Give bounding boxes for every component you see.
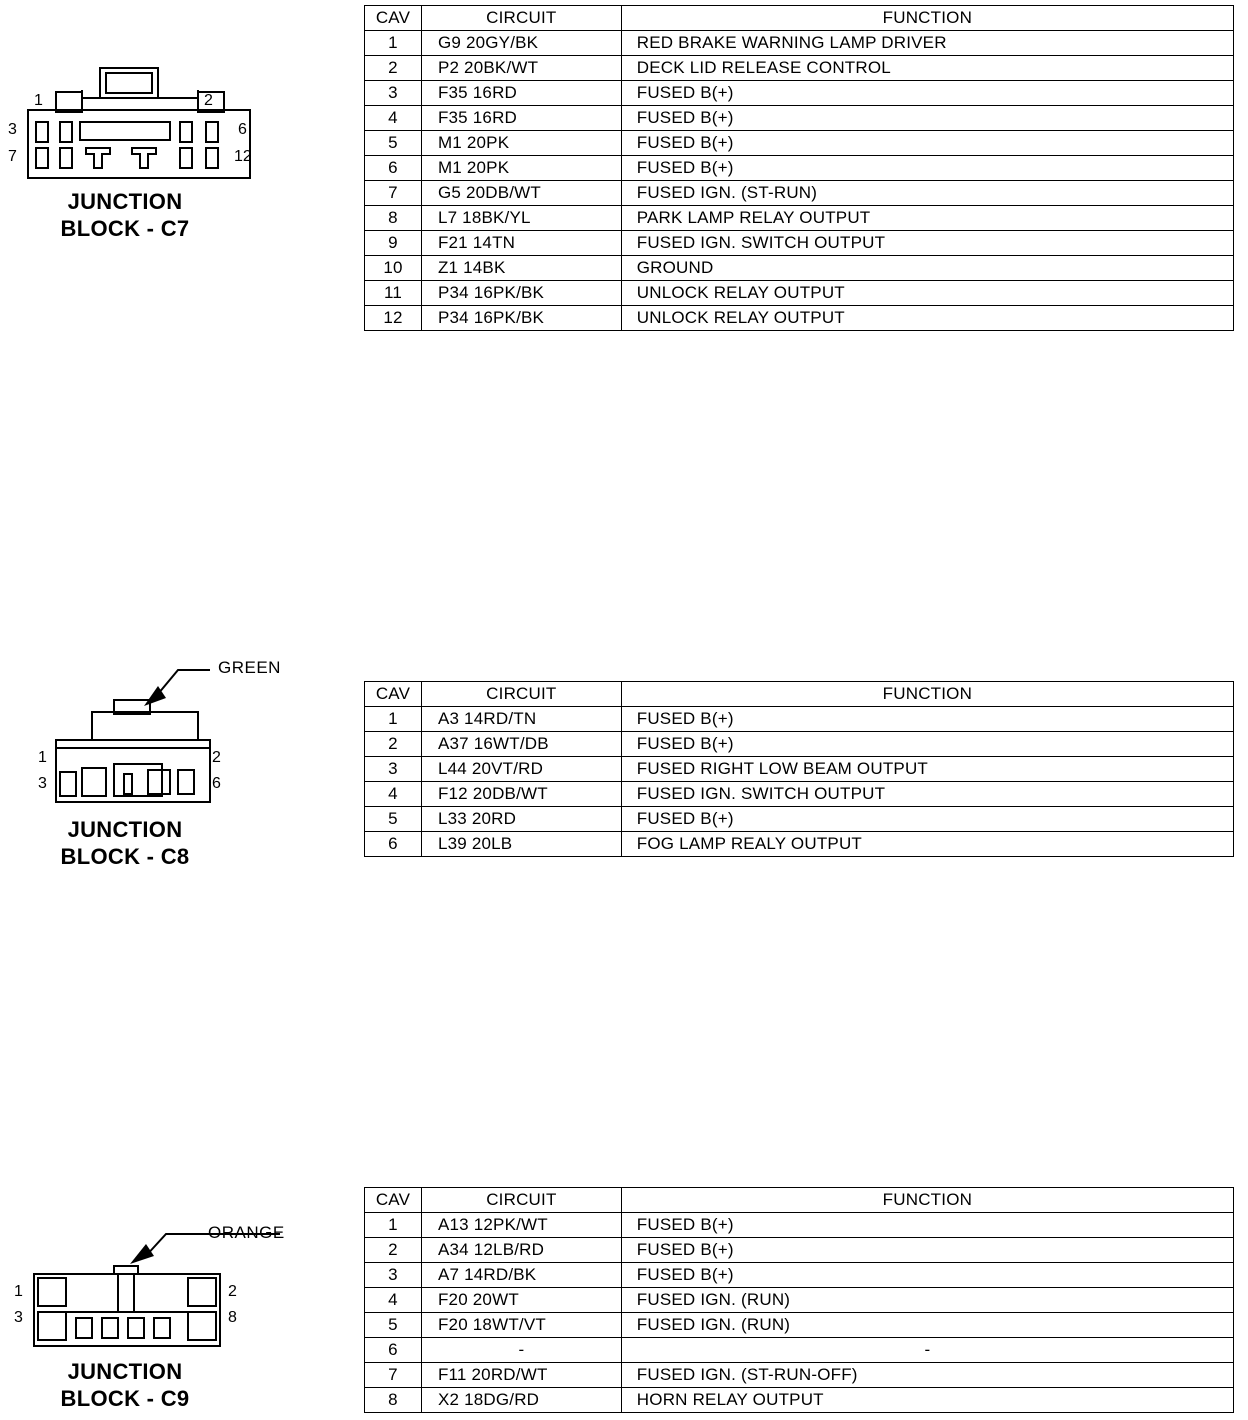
table-row — [365, 256, 1234, 281]
function-cell: - — [621, 1338, 1233, 1363]
table-row — [365, 56, 1234, 81]
connector-c8-caption — [30, 816, 220, 870]
function-cell: FUSED B(+) — [621, 106, 1233, 131]
cav-cell: 1 — [365, 707, 422, 732]
circuit-cell: L44 20VT/RD — [421, 757, 621, 782]
table-row — [365, 707, 1234, 732]
circuit-cell: G5 20DB/WT — [421, 181, 621, 206]
circuit-cell: L33 20RD — [421, 807, 621, 832]
pin-label: 2 — [228, 1283, 237, 1300]
circuit-cell: A3 14RD/TN — [421, 707, 621, 732]
circuit-cell: M1 20PK — [421, 156, 621, 181]
function-cell: HORN RELAY OUTPUT — [621, 1388, 1233, 1413]
connector-c8-svg — [50, 660, 220, 808]
pin-label: 1 — [38, 749, 47, 766]
pinout-table-c7 — [364, 5, 1234, 331]
pin-label: 3 — [8, 121, 17, 138]
cav-cell: 8 — [365, 1388, 422, 1413]
function-cell: FUSED B(+) — [621, 1263, 1233, 1288]
caption-line: JUNCTION — [67, 189, 183, 214]
function-cell: PARK LAMP RELAY OUTPUT — [621, 206, 1233, 231]
function-cell: FUSED IGN. SWITCH OUTPUT — [621, 782, 1233, 807]
table-row — [365, 807, 1234, 832]
pin-label: 7 — [8, 148, 17, 165]
circuit-cell: Z1 14BK — [421, 256, 621, 281]
table-row — [365, 206, 1234, 231]
table-header-row — [365, 682, 1234, 707]
function-cell: GROUND — [621, 256, 1233, 281]
table-row — [365, 81, 1234, 106]
circuit-cell: F35 16RD — [421, 106, 621, 131]
pin-label: 8 — [228, 1309, 237, 1326]
circuit-cell: G9 20GY/BK — [421, 31, 621, 56]
cav-cell: 1 — [365, 1213, 422, 1238]
circuit-cell: F21 14TN — [421, 231, 621, 256]
cav-cell: 4 — [365, 782, 422, 807]
circuit-cell: A37 16WT/DB — [421, 732, 621, 757]
connector-c7-diagram — [20, 60, 260, 180]
function-cell: FUSED IGN. (ST-RUN-OFF) — [621, 1363, 1233, 1388]
function-cell: FUSED B(+) — [621, 1238, 1233, 1263]
cav-cell: 11 — [365, 281, 422, 306]
cav-cell: 3 — [365, 757, 422, 782]
function-cell: RED BRAKE WARNING LAMP DRIVER — [621, 31, 1233, 56]
cav-cell: 5 — [365, 807, 422, 832]
cav-cell: 10 — [365, 256, 422, 281]
caption-line: BLOCK - C7 — [60, 216, 190, 241]
cav-cell: 7 — [365, 1363, 422, 1388]
cav-cell: 5 — [365, 1313, 422, 1338]
col-header-circuit: CIRCUIT — [421, 1188, 621, 1213]
connector-c7-caption — [30, 188, 220, 242]
cav-cell: 2 — [365, 56, 422, 81]
connector-color-label: ORANGE — [208, 1223, 285, 1242]
pin-label: 3 — [38, 775, 47, 792]
function-cell: FOG LAMP REALY OUTPUT — [621, 832, 1233, 857]
connector-color-label: GREEN — [218, 658, 281, 677]
pin-label: 1 — [14, 1283, 23, 1300]
col-header-cav: CAV — [365, 6, 422, 31]
table-row — [365, 1388, 1234, 1413]
cav-cell: 1 — [365, 31, 422, 56]
pinout-table-c9 — [364, 1187, 1234, 1413]
table-row — [365, 1238, 1234, 1263]
function-cell: FUSED B(+) — [621, 156, 1233, 181]
function-cell: FUSED B(+) — [621, 81, 1233, 106]
table-row — [365, 1338, 1234, 1363]
function-cell: FUSED IGN. (RUN) — [621, 1313, 1233, 1338]
connector-c9-caption — [30, 1358, 220, 1412]
col-header-function: FUNCTION — [621, 682, 1233, 707]
table-row — [365, 181, 1234, 206]
pin-label: 12 — [234, 148, 252, 165]
circuit-cell: L39 20LB — [421, 832, 621, 857]
cav-cell: 6 — [365, 1338, 422, 1363]
table-row — [365, 1263, 1234, 1288]
pin-label: 6 — [238, 121, 247, 138]
cav-cell: 3 — [365, 81, 422, 106]
table-row — [365, 757, 1234, 782]
cav-cell: 6 — [365, 832, 422, 857]
cav-cell: 5 — [365, 131, 422, 156]
function-cell: FUSED IGN. (RUN) — [621, 1288, 1233, 1313]
circuit-cell: X2 18DG/RD — [421, 1388, 621, 1413]
table-row — [365, 1363, 1234, 1388]
table-row — [365, 1313, 1234, 1338]
caption-line: BLOCK - C9 — [60, 1386, 190, 1411]
pin-label: 6 — [212, 775, 221, 792]
function-cell: FUSED B(+) — [621, 1213, 1233, 1238]
col-header-function: FUNCTION — [621, 6, 1233, 31]
circuit-cell: M1 20PK — [421, 131, 621, 156]
circuit-cell: L7 18BK/YL — [421, 206, 621, 231]
col-header-function: FUNCTION — [621, 1188, 1233, 1213]
cav-cell: 12 — [365, 306, 422, 331]
pin-label: 2 — [204, 92, 213, 109]
col-header-circuit: CIRCUIT — [421, 6, 621, 31]
cav-cell: 4 — [365, 1288, 422, 1313]
table-row — [365, 156, 1234, 181]
table-row — [365, 31, 1234, 56]
table-row — [365, 732, 1234, 757]
table-row — [365, 832, 1234, 857]
pin-label: 1 — [34, 92, 43, 109]
function-cell: DECK LID RELEASE CONTROL — [621, 56, 1233, 81]
circuit-cell: F20 18WT/VT — [421, 1313, 621, 1338]
cav-cell: 4 — [365, 106, 422, 131]
table-row — [365, 106, 1234, 131]
table-row — [365, 231, 1234, 256]
circuit-cell: - — [421, 1338, 621, 1363]
circuit-cell: A7 14RD/BK — [421, 1263, 621, 1288]
pinout-table-c8 — [364, 681, 1234, 857]
col-header-cav: CAV — [365, 1188, 422, 1213]
circuit-cell: F12 20DB/WT — [421, 782, 621, 807]
caption-line: JUNCTION — [67, 1359, 183, 1384]
function-cell: FUSED IGN. SWITCH OUTPUT — [621, 231, 1233, 256]
caption-line: BLOCK - C8 — [60, 844, 190, 869]
circuit-cell: F11 20RD/WT — [421, 1363, 621, 1388]
cav-cell: 6 — [365, 156, 422, 181]
function-cell: FUSED B(+) — [621, 807, 1233, 832]
connector-c8-diagram — [50, 660, 220, 808]
function-cell: FUSED B(+) — [621, 707, 1233, 732]
circuit-cell: P34 16PK/BK — [421, 306, 621, 331]
circuit-cell: A13 12PK/WT — [421, 1213, 621, 1238]
table-row — [365, 1288, 1234, 1313]
function-cell: FUSED B(+) — [621, 131, 1233, 156]
cav-cell: 3 — [365, 1263, 422, 1288]
table-row — [365, 782, 1234, 807]
pin-label: 2 — [212, 749, 221, 766]
cav-cell: 9 — [365, 231, 422, 256]
circuit-cell: P34 16PK/BK — [421, 281, 621, 306]
function-cell: FUSED B(+) — [621, 732, 1233, 757]
cav-cell: 2 — [365, 1238, 422, 1263]
connector-c7-svg — [20, 60, 260, 180]
table-header-row — [365, 1188, 1234, 1213]
cav-cell: 2 — [365, 732, 422, 757]
circuit-cell: F35 16RD — [421, 81, 621, 106]
table-row — [365, 131, 1234, 156]
circuit-cell: F20 20WT — [421, 1288, 621, 1313]
table-header-row — [365, 6, 1234, 31]
pin-label: 3 — [14, 1309, 23, 1326]
function-cell: FUSED RIGHT LOW BEAM OUTPUT — [621, 757, 1233, 782]
function-cell: UNLOCK RELAY OUTPUT — [621, 281, 1233, 306]
caption-line: JUNCTION — [67, 817, 183, 842]
table-row — [365, 1213, 1234, 1238]
cav-cell: 8 — [365, 206, 422, 231]
col-header-circuit: CIRCUIT — [421, 682, 621, 707]
function-cell: UNLOCK RELAY OUTPUT — [621, 306, 1233, 331]
table-row — [365, 306, 1234, 331]
table-row — [365, 281, 1234, 306]
function-cell: FUSED IGN. (ST-RUN) — [621, 181, 1233, 206]
col-header-cav: CAV — [365, 682, 422, 707]
circuit-cell: A34 12LB/RD — [421, 1238, 621, 1263]
cav-cell: 7 — [365, 181, 422, 206]
circuit-cell: P2 20BK/WT — [421, 56, 621, 81]
